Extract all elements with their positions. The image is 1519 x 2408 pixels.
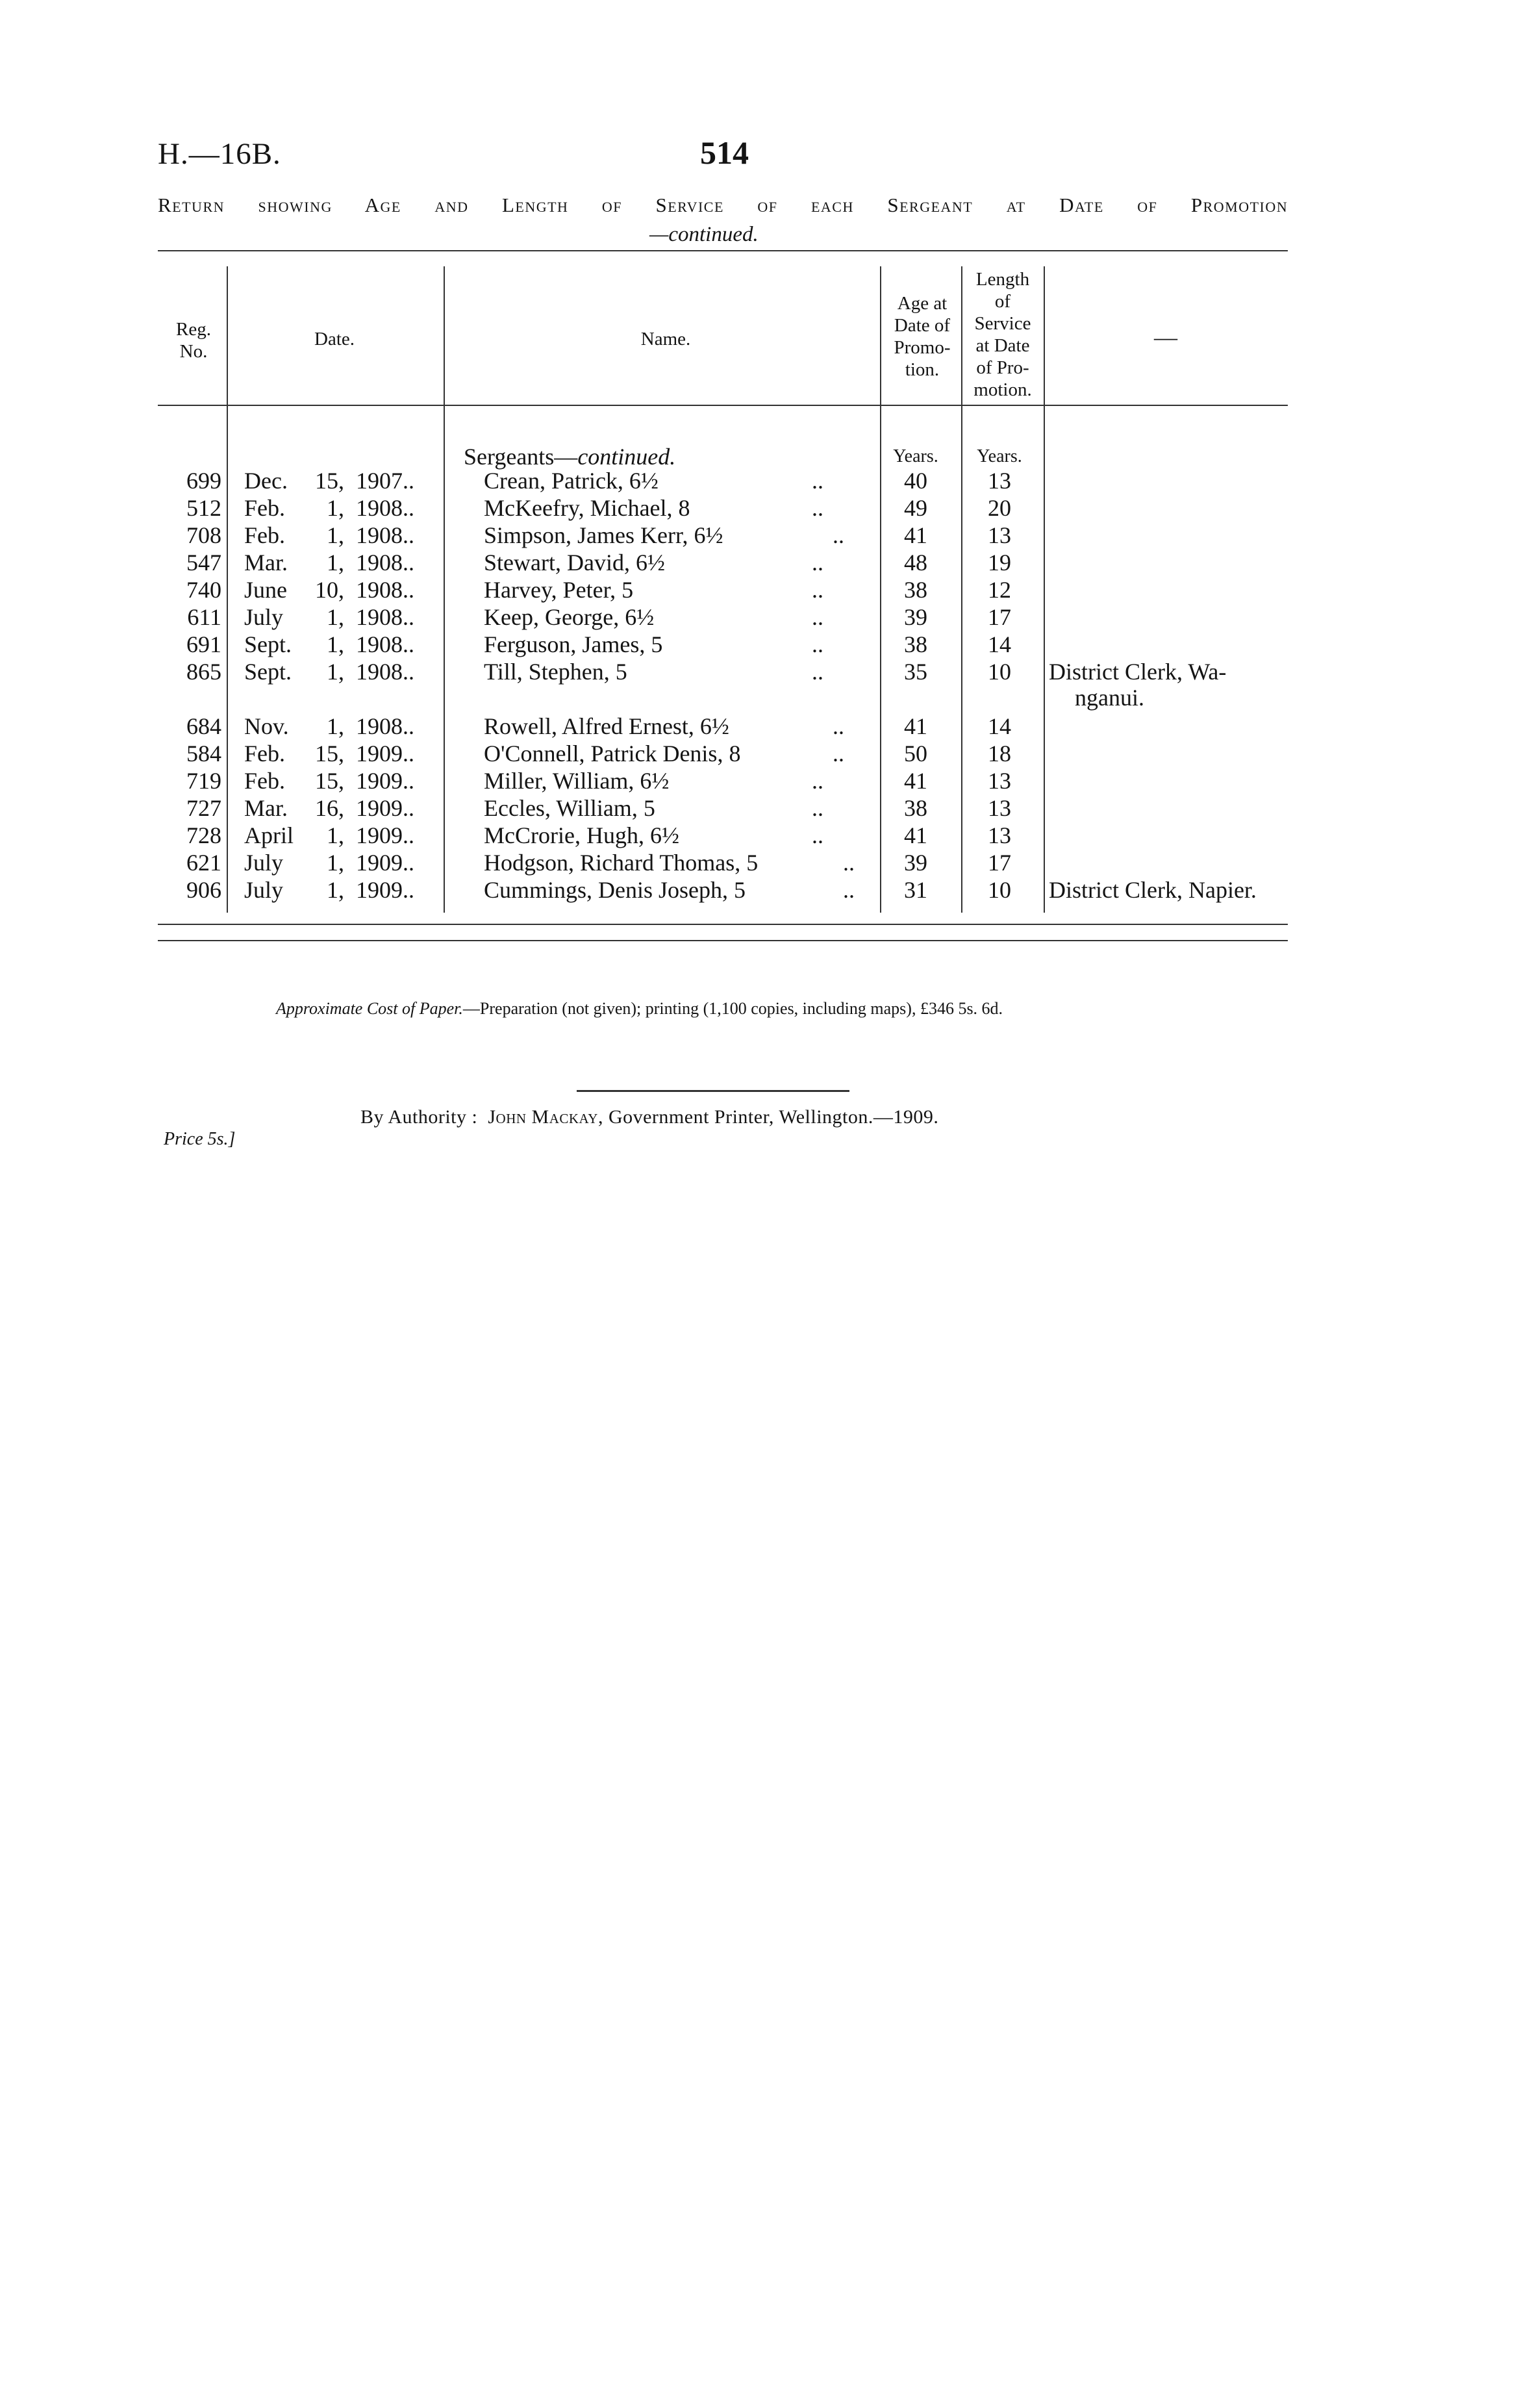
row-service: 19 — [988, 550, 1011, 576]
title-word: Return — [158, 194, 225, 216]
row-month: July — [244, 604, 284, 630]
row-name: Stewart, David, 6½ — [484, 550, 665, 576]
row-age: 35 — [904, 659, 927, 685]
row-name: Rowell, Alfred Ernest, 6½ — [484, 713, 729, 739]
row-day: 1, — [327, 659, 344, 685]
row-reg-no: 728 — [186, 822, 221, 848]
row-leader-dots: .. — [812, 631, 823, 657]
row-age: 39 — [904, 850, 927, 876]
row-name: Ferguson, James, 5 — [484, 631, 663, 657]
column-header-line: of Pro- — [976, 357, 1029, 378]
row-remarks-continued: nganui. — [1075, 685, 1144, 711]
row-service: 18 — [988, 741, 1011, 767]
row-service: 13 — [988, 822, 1011, 848]
table-title-continued: —continued. — [649, 223, 759, 246]
row-year: 1908.. — [356, 577, 414, 603]
row-day: 10, — [315, 577, 344, 603]
row-age: 41 — [904, 768, 927, 794]
row-age: 38 — [904, 577, 927, 603]
column-header-line: motion. — [973, 379, 1032, 400]
row-month: Sept. — [244, 659, 292, 685]
row-month: Feb. — [244, 768, 285, 794]
column-header-line: Length — [975, 269, 1030, 290]
row-service: 13 — [988, 768, 1011, 794]
title-word: Sergeant — [887, 194, 973, 216]
column-header-age — [883, 292, 961, 381]
row-reg-no: 708 — [186, 522, 221, 548]
row-month: Nov. — [244, 713, 289, 739]
row-day: 1, — [327, 550, 344, 576]
row-age: 41 — [904, 522, 927, 548]
row-month: July — [244, 877, 284, 903]
column-divider — [961, 266, 962, 913]
column-divider — [880, 266, 881, 913]
row-year: 1908.. — [356, 604, 414, 630]
row-reg-no: 906 — [186, 877, 221, 903]
row-service: 14 — [988, 631, 1011, 657]
row-year: 1909.. — [356, 822, 414, 848]
row-month: July — [244, 850, 284, 876]
row-leader-dots: .. — [833, 713, 844, 739]
table-top-rule — [158, 250, 1288, 251]
section-label-text: Sergeants— — [464, 444, 578, 470]
row-age: 38 — [904, 795, 927, 821]
row-age: 50 — [904, 741, 927, 767]
row-day: 1, — [327, 495, 344, 521]
row-name: Miller, William, 6½ — [484, 768, 670, 794]
row-service: 13 — [988, 522, 1011, 548]
column-header-line: Service — [974, 313, 1031, 334]
column-header-line: of — [994, 291, 1011, 312]
row-reg-no: 547 — [186, 550, 221, 576]
row-year: 1909.. — [356, 768, 414, 794]
title-word: Service — [655, 194, 724, 216]
row-day: 1, — [327, 822, 344, 848]
column-header-date: Date. — [314, 329, 355, 349]
row-leader-dots: .. — [812, 550, 823, 576]
row-service: 10 — [988, 659, 1011, 685]
row-day: 1, — [327, 877, 344, 903]
row-day: 1, — [327, 522, 344, 548]
row-leader-dots: .. — [812, 768, 823, 794]
row-age: 39 — [904, 604, 927, 630]
row-leader-dots: .. — [812, 577, 823, 603]
column-header-line: Date of — [894, 315, 951, 336]
row-month: June — [244, 577, 287, 603]
row-service: 17 — [988, 850, 1011, 876]
row-month: Dec. — [244, 468, 288, 494]
row-name: Keep, George, 6½ — [484, 604, 655, 630]
row-year: 1909.. — [356, 877, 414, 903]
section-label — [464, 443, 675, 470]
title-word: of — [601, 194, 623, 216]
title-word: Length — [501, 194, 569, 216]
row-leader-dots: .. — [812, 604, 823, 630]
row-age: 41 — [904, 713, 927, 739]
service-units: Years. — [977, 446, 1022, 466]
table-bottom-rule-secondary — [158, 940, 1288, 941]
row-name: McCrorie, Hugh, 6½ — [484, 822, 679, 848]
row-year: 1908.. — [356, 522, 414, 548]
row-month: Feb. — [244, 495, 285, 521]
row-year: 1908.. — [356, 659, 414, 685]
row-reg-no: 740 — [186, 577, 221, 603]
row-year: 1908.. — [356, 631, 414, 657]
row-age: 48 — [904, 550, 927, 576]
row-service: 20 — [988, 495, 1011, 521]
cost-label: Approximate Cost of Paper. — [276, 999, 463, 1018]
row-day: 1, — [327, 850, 344, 876]
price-note: Price 5s.] — [164, 1129, 236, 1149]
row-leader-dots: .. — [833, 741, 844, 767]
row-reg-no: 512 — [186, 495, 221, 521]
column-header-line: Reg. — [176, 319, 211, 340]
column-header-service — [964, 268, 1042, 401]
footer-rule — [577, 1090, 849, 1092]
row-name: Eccles, William, 5 — [484, 795, 655, 821]
row-year: 1909.. — [356, 795, 414, 821]
table-title — [158, 194, 1288, 217]
row-age: 49 — [904, 495, 927, 521]
row-age: 38 — [904, 631, 927, 657]
row-year: 1909.. — [356, 850, 414, 876]
row-name: Crean, Patrick, 6½ — [484, 468, 659, 494]
page-reference: H.—16B. — [158, 137, 281, 171]
printer-imprint — [360, 1106, 938, 1128]
imprint-suffix: Government Printer, Wellington.—1909. — [608, 1106, 939, 1128]
row-reg-no: 684 — [186, 713, 221, 739]
row-name: Harvey, Peter, 5 — [484, 577, 634, 603]
column-divider — [1044, 266, 1045, 913]
row-service: 13 — [988, 795, 1011, 821]
column-header-line: at Date — [975, 335, 1030, 356]
row-leader-dots: .. — [843, 877, 855, 903]
cost-text: —Preparation (not given); printing (1,100 copies, including maps), £346 5s. 6d. — [462, 999, 1003, 1018]
column-divider — [444, 266, 445, 913]
column-header-reg-no — [168, 318, 220, 362]
row-day: 1, — [327, 631, 344, 657]
printer-name: John Mackay, — [488, 1106, 603, 1128]
row-name: Till, Stephen, 5 — [484, 659, 627, 685]
row-age: 31 — [904, 877, 927, 903]
row-name: Simpson, James Kerr, 6½ — [484, 522, 723, 548]
column-header-remarks: — — [1154, 324, 1177, 350]
row-day: 15, — [315, 741, 344, 767]
row-reg-no: 699 — [186, 468, 221, 494]
row-year: 1908.. — [356, 550, 414, 576]
row-service: 14 — [988, 713, 1011, 739]
row-leader-dots: .. — [812, 822, 823, 848]
row-year: 1908.. — [356, 495, 414, 521]
row-day: 15, — [315, 768, 344, 794]
row-name: McKeefry, Michael, 8 — [484, 495, 690, 521]
row-service: 12 — [988, 577, 1011, 603]
row-month: Sept. — [244, 631, 292, 657]
imprint-prefix: By Authority : — [360, 1106, 478, 1128]
row-name: O'Connell, Patrick Denis, 8 — [484, 741, 741, 767]
row-leader-dots: .. — [812, 795, 823, 821]
row-day: 15, — [315, 468, 344, 494]
column-header-name: Name. — [640, 329, 691, 349]
row-leader-dots: .. — [812, 495, 823, 521]
row-month: Feb. — [244, 741, 285, 767]
row-month: April — [244, 822, 294, 848]
title-word: Promotion — [1190, 194, 1288, 216]
row-name: Cummings, Denis Joseph, 5 — [484, 877, 746, 903]
row-remarks: District Clerk, Napier. — [1049, 877, 1257, 903]
column-header-line: No. — [179, 341, 208, 362]
row-leader-dots: .. — [843, 850, 855, 876]
column-divider — [227, 266, 228, 913]
title-word: showing — [258, 194, 333, 216]
column-header-line: Age at — [897, 293, 948, 314]
row-age: 40 — [904, 468, 927, 494]
row-name: Hodgson, Richard Thomas, 5 — [484, 850, 759, 876]
row-reg-no: 621 — [186, 850, 221, 876]
row-reg-no: 611 — [187, 604, 221, 630]
row-month: Mar. — [244, 795, 288, 821]
row-month: Mar. — [244, 550, 288, 576]
row-service: 17 — [988, 604, 1011, 630]
title-word: each — [810, 194, 854, 216]
row-reg-no: 584 — [186, 741, 221, 767]
title-word: of — [1137, 194, 1158, 216]
age-units: Years. — [893, 446, 938, 466]
row-leader-dots: .. — [812, 659, 823, 685]
row-reg-no: 865 — [186, 659, 221, 685]
row-reg-no: 719 — [186, 768, 221, 794]
header-bottom-rule — [158, 405, 1288, 406]
row-leader-dots: .. — [812, 468, 823, 494]
title-word: at — [1006, 194, 1026, 216]
column-header-line: Promo- — [894, 337, 951, 358]
title-word: and — [434, 194, 469, 216]
row-year: 1907.. — [356, 468, 414, 494]
row-reg-no: 691 — [186, 631, 221, 657]
row-month: Feb. — [244, 522, 285, 548]
row-age: 41 — [904, 822, 927, 848]
title-word: of — [757, 194, 778, 216]
row-reg-no: 727 — [186, 795, 221, 821]
title-word: Age — [364, 194, 401, 216]
row-service: 13 — [988, 468, 1011, 494]
title-word: Date — [1059, 194, 1104, 216]
table-bottom-rule — [158, 924, 1288, 925]
row-day: 1, — [327, 713, 344, 739]
row-day: 16, — [315, 795, 344, 821]
row-remarks: District Clerk, Wa- — [1049, 659, 1227, 685]
section-label-continued: continued. — [577, 444, 676, 470]
row-leader-dots: .. — [833, 522, 844, 548]
row-service: 10 — [988, 877, 1011, 903]
page-number: 514 — [700, 134, 749, 171]
row-year: 1908.. — [356, 713, 414, 739]
cost-of-paper-note — [276, 999, 1003, 1019]
column-header-line: tion. — [905, 359, 940, 380]
row-year: 1909.. — [356, 741, 414, 767]
row-day: 1, — [327, 604, 344, 630]
